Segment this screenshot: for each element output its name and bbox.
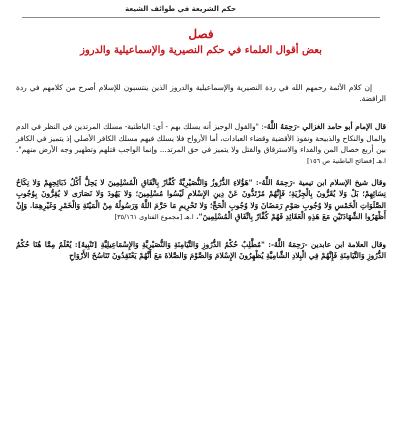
ghazali-paragraph — [16, 121, 386, 167]
ibn-abidin-quote-block — [16, 239, 386, 261]
ibn-taymiyyah-body: بِاتِّفَاقِ الْمُسْلِمِينَ لا يَحِلُّ أَكْلُ ذَبَائِحِهِمْ وَلا نِكَاحُ نِسَائِهِمْ؛ بَلْ وَلا يُقَرُّونَ بِالْجِزْيَةِ؛ فَإِنَّهُمْ مُرْتَدُّونَ عَنْ دِينِ الإِسْلامِ لَيْسُوا مُسْلِمِينَ؛ وَلا يَهُودَ وَلا نَصَارَى لا يُقِرُّونَ بِوُجُوبِ الصَّلَوَاتِ الْخَمْسِ وَلا وُجُوبِ صَوْمِ رَمَضَانَ وَلا وُجُوبِ الْحَجِّ؛ وَلا تَحْرِيمِ مَا حَرَّمَ اللَّهُ وَرَسُولُهُ مِنْ الْمَيْتَةِ وَالْخَمْرِ وَغَيْرِهِمَا. وَإِنْ أَظْهَرُوا الشَّهَادَتَيْنِ مَعَ هَذِهِ الْعَقَائِدِ فَهُمْ كُفَّارٌ بِاتِّفَاقِ الْمُسْلِمِينَ". — [16, 178, 386, 221]
ibn-abidin-lead: : "مُطَّلِبٌ حُكْمُ الدُّرُوزِ وَالتَّيَامِنَةِ — [173, 240, 271, 250]
ibn-abidin-paragraph — [16, 239, 386, 261]
section-heading: فصل — [188, 27, 214, 41]
ibn-taymiyyah-paragraph — [16, 177, 386, 223]
intro-paragraph: إن كلام الأئمة رحمهم الله في ردة النصيرية والإسماعيلية والدروز الذين ينتسبون للإسلام أصرح من كلامهم في ردة الرافضة. — [16, 83, 386, 104]
section-title: بعض أقوال العلماء في حكم النصيرية والإسماعيلية والدروز — [80, 45, 322, 56]
running-header: حكم الشريعة في طوائف الشيعة — [125, 5, 236, 13]
ghazali-lead: : "والقول الوجيز أنه يسلك بهم - — [165, 122, 264, 132]
ibn-abidin-speaker: وقال العلامة ابن عابدين -رَحِمَهُ اللَّهُ- — [270, 240, 386, 250]
ibn-taymiyyah-speaker: وقال شيخ الإسلام ابن تيمية -رَحِمَهُ اللَّهُ- — [258, 178, 386, 188]
header-divider — [22, 17, 380, 18]
ghazali-quote-block — [16, 121, 386, 167]
ghazali-reference: ا.هـ [فضائح الباطنية ص ١٥٦] — [306, 157, 386, 166]
ghazali-speaker: قال الإمام أبو حامد الغزالي -رَحِمَهُ اللَّهُ- — [263, 122, 386, 132]
ghazali-body: أي: الباطنية- مسلك المرتدين في النظر في الدم والمال والنكاح والذبيحة ونفوذ الأقضية وقضاء العبادات، أما الأرواح فلا يسلك فيهم مسلك الكافر الأصلي إذ يتميز في الكافر بين أربع خصال المن والفداء والاسترقاق والقتل ولا يتميز في حق المرتد... وإنما الواجب قتلهم وتطهير وجه الأرض منهم". — [16, 122, 386, 154]
ibn-taymiyyah-lead: : "هَؤُلاءِ الدُّرُوزُ وَالنُّصَيْرِيَّةُ كُفَّارٌ — [162, 178, 259, 188]
ibn-abidin-body: وَالنُّصَيْرِيَّةِ وَالإِسْمَاعِيلِيَّةِ [تَنْبِيهٌ]: يُعْلَمُ مِمَّا هُنَا حُكْمُ الدُّرُوزِ وَالتَّيَامِنَةِ فَإِنَّهُمْ فِي الْبِلادِ الشَّامِيَّةِ يُظْهِرُونَ الإِسْلامَ وَالصَّوْمَ وَالصَّلاةَ مَعَ أَنَّهُمْ يَعْتَقِدُونَ تَنَاسُخَ الأَرْوَاحِ — [16, 240, 386, 261]
ibn-taymiyyah-quote-block — [16, 177, 386, 223]
ibn-taymiyyah-reference: ا.هـ [مجموع الفتاوى ٣٥/١٦١] — [114, 212, 194, 221]
